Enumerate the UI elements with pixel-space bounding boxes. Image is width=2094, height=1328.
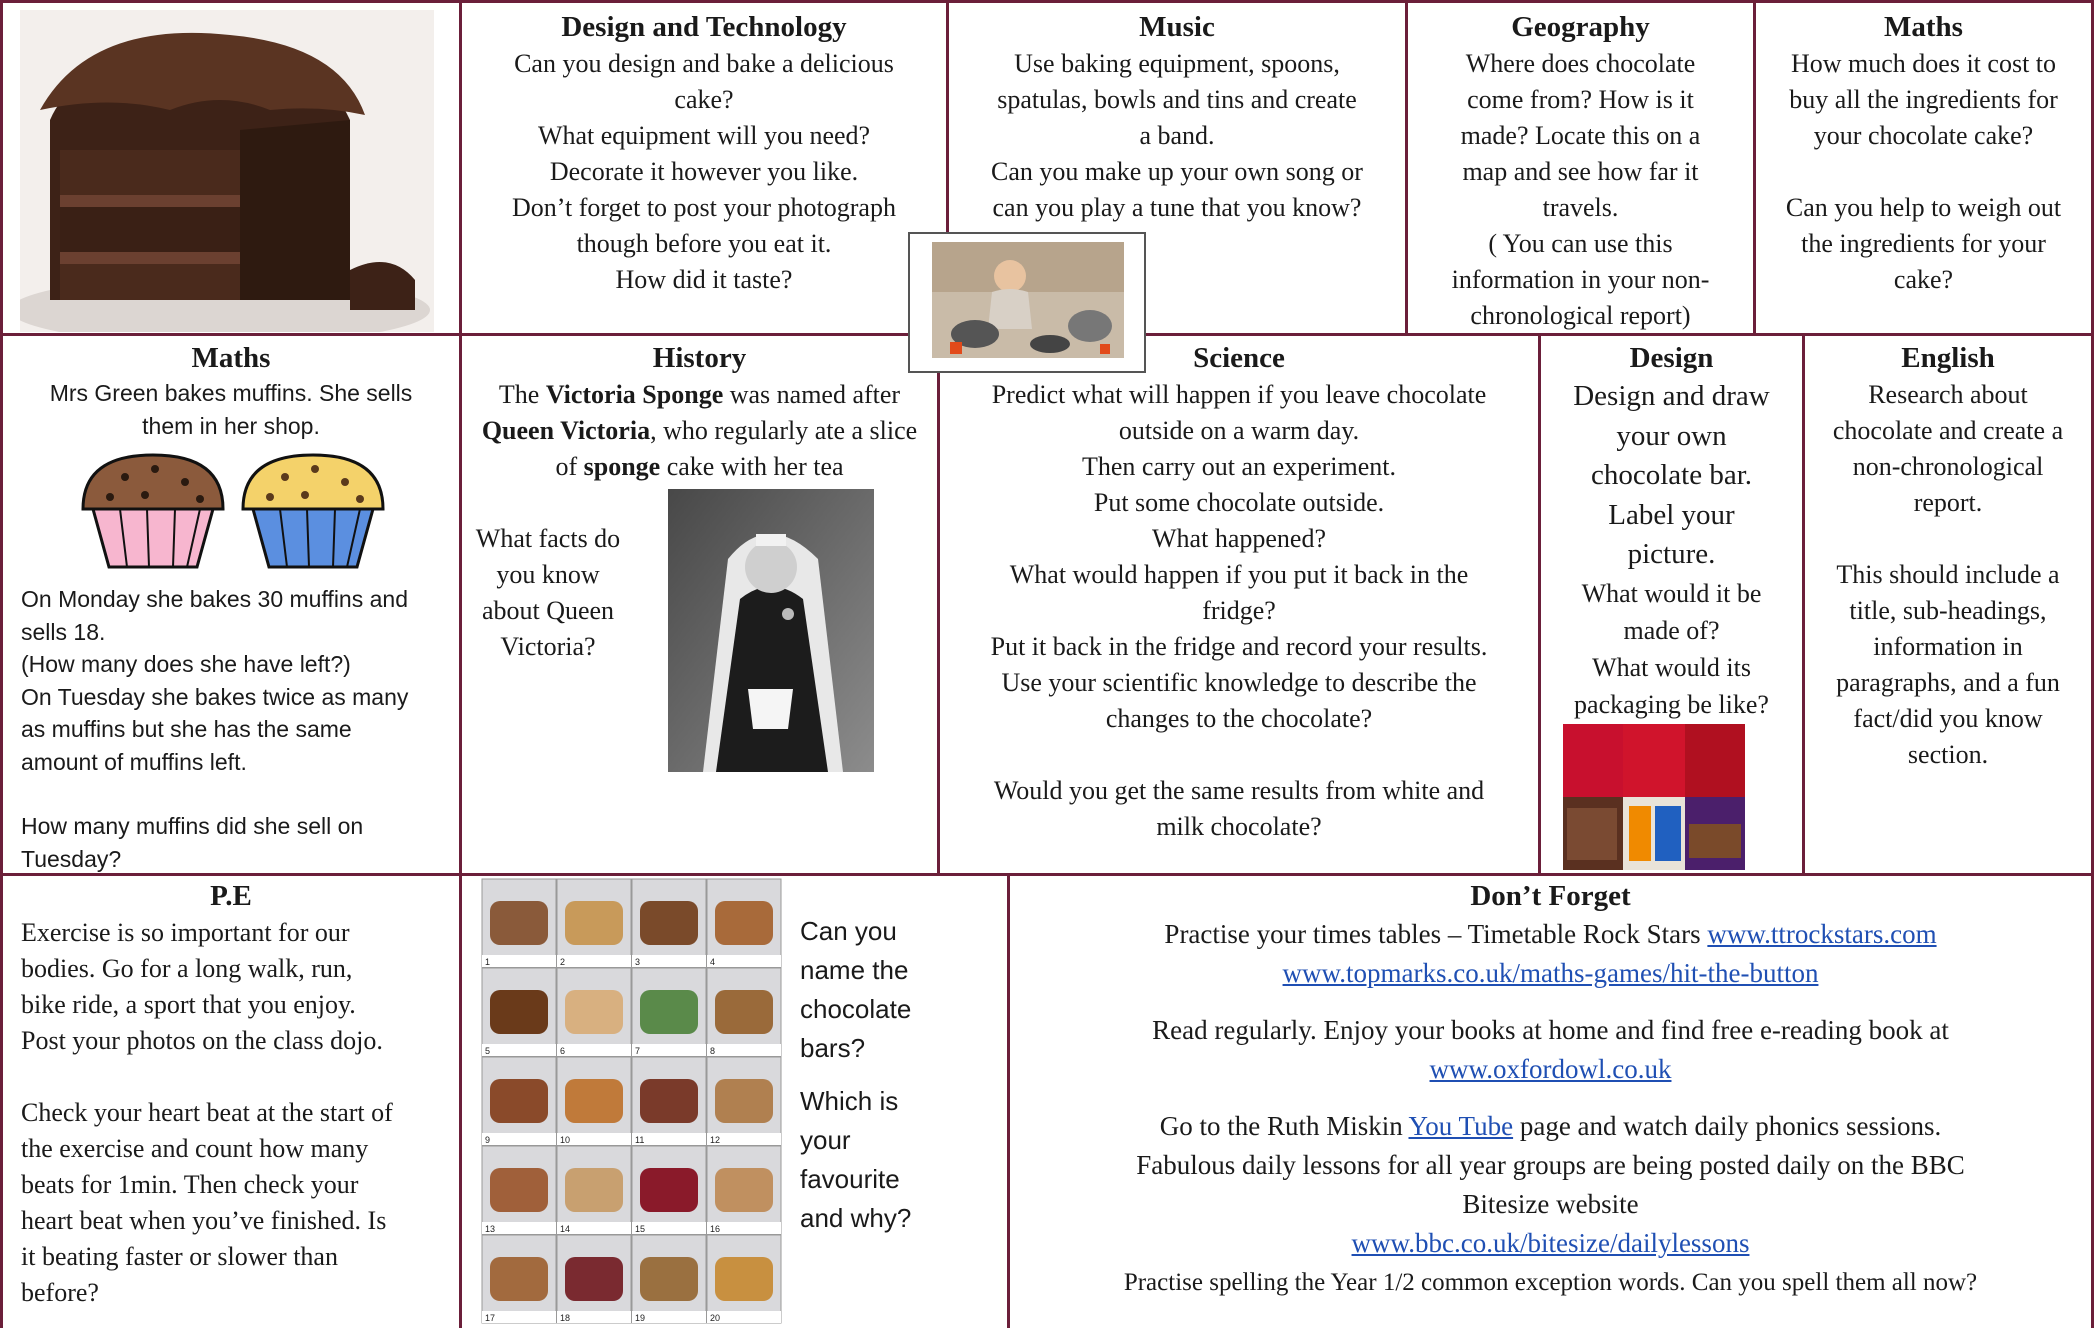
- bold-victoria-sponge: Victoria Sponge: [545, 380, 724, 409]
- text-line: milk chocolate?: [1156, 812, 1322, 841]
- pe-cell: [3, 877, 459, 1328]
- text-line: your own: [1616, 419, 1727, 452]
- text-line: Use your scientific knowledge to describe the: [1001, 668, 1477, 697]
- text-line: What would happen if you put it back in the: [1009, 560, 1469, 589]
- text-line: [1805, 521, 2091, 557]
- text-line: fridge?: [1202, 596, 1276, 625]
- text-line: bike ride, a sport that you enjoy.: [21, 990, 356, 1019]
- text-line: title, sub-headings,: [1849, 596, 2047, 625]
- favourite-question: [800, 1082, 1000, 1238]
- text-line: beats for 1min. Then check your: [21, 1170, 359, 1199]
- oxfordowl-link[interactable]: www.oxfordowl.co.uk: [1429, 1054, 1672, 1084]
- chocolate-bar-sample: [565, 1079, 623, 1123]
- chocolate-bar-sample: [640, 1168, 698, 1212]
- text-line: On Monday she bakes 30 muffins and: [21, 586, 408, 612]
- chocolate-bar-sample: [490, 1257, 548, 1301]
- text-line: it beating faster or slower than: [21, 1242, 338, 1271]
- science-title: Science: [1193, 342, 1285, 374]
- english-title: English: [1901, 342, 1995, 374]
- text-line: Can you make up your own song or: [991, 157, 1363, 186]
- text-line: What would it be: [1581, 578, 1762, 608]
- bars-question-cell: [800, 912, 1000, 1242]
- text-line: the ingredients for your: [1801, 229, 2046, 258]
- text-line: ( You can use this: [1488, 229, 1673, 258]
- text-line: chocolate: [800, 994, 912, 1024]
- maths-muffins-title: Maths: [191, 342, 271, 374]
- text-line: [1756, 154, 2091, 190]
- chocolate-bar-wrappers-collage: [1563, 724, 1745, 870]
- chocolate-bar-sample: [565, 1168, 623, 1212]
- text-line: Research about: [1868, 380, 2028, 409]
- text-line: Don’t forget to post your photograph: [512, 193, 896, 222]
- bar-number-label: 11: [635, 1135, 645, 1145]
- text-line: about Queen: [481, 596, 615, 625]
- bold-queen-victoria: Queen Victoria: [481, 416, 651, 445]
- text-line: Exercise is so important for our: [21, 918, 350, 947]
- text-line: Can you help to weigh out: [1785, 193, 2062, 222]
- maths-muffins-intro: [3, 377, 459, 443]
- chocolate-bar-sample: [640, 901, 698, 945]
- bar-number-strip: [632, 1044, 706, 1056]
- chocolate-bars-cross-section-grid: [480, 877, 784, 1327]
- design-small-text: [1541, 575, 1802, 723]
- chocolate-bar-sample: [715, 1079, 773, 1123]
- text-line: non-chronological: [1852, 452, 2044, 481]
- bar-number-label: 1: [485, 957, 491, 967]
- text-line: heart beat when you’ve finished. Is: [21, 1206, 387, 1235]
- bar-number-label: 4: [710, 957, 716, 967]
- history-title: History: [652, 342, 747, 374]
- text-line: amount of muffins left.: [21, 748, 247, 775]
- spelling-line: [1010, 1263, 2091, 1302]
- text-line: paragraphs, and a fun: [1836, 668, 2060, 697]
- topmarks-link[interactable]: www.topmarks.co.uk/maths-games/hit-the-button: [1282, 958, 1819, 988]
- maths-muffins-cell: [3, 339, 459, 873]
- bar-number-label: 20: [710, 1313, 721, 1323]
- text-line: [940, 737, 1538, 773]
- muffins-illustration: [75, 447, 385, 572]
- text-line: buy all the ingredients for: [1789, 85, 2058, 114]
- text-line: On Tuesday she bakes twice as many: [21, 683, 409, 710]
- chocolate-bar-sample: [640, 1079, 698, 1123]
- chocolate-cake-photo: [20, 10, 434, 332]
- text-line: them in her shop.: [142, 413, 320, 439]
- chocolate-bar-sample: [640, 1257, 698, 1301]
- pe-title: P.E: [210, 880, 252, 912]
- text-line: Design and draw: [1573, 380, 1770, 412]
- text-line: Then carry out an experiment.: [1081, 452, 1397, 481]
- chocolate-bar-sample: [490, 901, 548, 945]
- design-technology-text: [462, 46, 946, 298]
- text-line: Decorate it however you like.: [549, 157, 859, 186]
- text-line: though before you eat it.: [576, 229, 832, 258]
- bitesize-link-line: [1010, 1224, 2091, 1263]
- text-line: chocolate bar.: [1590, 459, 1753, 491]
- bold-sponge: sponge: [583, 452, 661, 481]
- text-line: Use baking equipment, spoons,: [1014, 49, 1340, 78]
- geography-title: Geography: [1511, 11, 1650, 43]
- bar-number-label: 19: [635, 1313, 646, 1323]
- bar-number-label: 7: [635, 1046, 641, 1056]
- text-line: Tuesday?: [21, 845, 122, 872]
- bar-number-strip: [707, 1044, 781, 1056]
- bar-number-strip: [557, 955, 631, 967]
- row3-divider-1: [459, 875, 462, 1328]
- text-line: What facts do: [475, 524, 621, 553]
- english-text: [1805, 377, 2091, 773]
- english-cell: [1805, 339, 2091, 873]
- text-line: Can you design and bake a delicious: [514, 49, 894, 78]
- text-line: report.: [1913, 488, 1983, 517]
- text-line: Can you: [800, 916, 897, 946]
- geography-cell: [1408, 8, 1753, 333]
- text-line: What happened?: [1152, 524, 1326, 553]
- text-line: Predict what will happen if you leave chocolate: [991, 380, 1487, 409]
- chocolate-bar-sample: [715, 1168, 773, 1212]
- text-line: This should include a: [1836, 560, 2060, 589]
- text-line: Label your: [1608, 498, 1735, 531]
- text-line: How much does it cost to: [1790, 49, 2057, 78]
- text-line: section.: [1907, 740, 1989, 769]
- chocolate-bar-sample: [565, 1257, 623, 1301]
- text-line: cake?: [674, 85, 734, 114]
- hit-the-button-line: [1010, 954, 2091, 993]
- text-line: your chocolate cake?: [1813, 121, 2034, 150]
- bar-number-label: 6: [560, 1046, 566, 1056]
- text-line: your: [800, 1125, 851, 1155]
- chocolate-bar-sample: [715, 1257, 773, 1301]
- text-span: Fabulous daily lessons for all year groups are being posted daily on the BBC: [1136, 1150, 1965, 1180]
- chocolate-bar-sample: [490, 1079, 548, 1123]
- blueberry-muffin-icon: [243, 455, 383, 567]
- text-line: Put some chocolate outside.: [1093, 488, 1385, 517]
- text-line: information in: [1873, 632, 2023, 661]
- maths-top-title: Maths: [1884, 11, 1963, 43]
- bar-number-strip: [482, 955, 556, 967]
- bar-number-label: 5: [485, 1046, 491, 1056]
- bar-number-label: 13: [485, 1224, 496, 1234]
- text-line: favourite: [800, 1164, 900, 1194]
- bar-number-strip: [482, 1133, 556, 1145]
- name-bars-question: [800, 912, 1000, 1068]
- text-span: page and watch daily phonics sessions.: [1513, 1111, 1942, 1141]
- text-line: information in your non-: [1451, 265, 1710, 294]
- geography-text: [1408, 46, 1753, 333]
- reading-line: [1010, 1011, 2091, 1050]
- text-line: Where does chocolate: [1465, 49, 1696, 78]
- text-line: Would you get the same results from white and: [993, 776, 1485, 805]
- oxfordowl-line: [1010, 1050, 2091, 1089]
- text-span: cake with her tea: [660, 452, 844, 481]
- text-line: sells 18.: [21, 618, 106, 645]
- text-line: name the: [800, 955, 909, 985]
- text-span: Read regularly. Enjoy your books at home and find free e-reading book at: [1152, 1015, 1949, 1045]
- maths-top-text: [1756, 46, 2091, 298]
- chocolate-bar-sample: [640, 990, 698, 1034]
- text-line: cake?: [1893, 265, 1954, 294]
- text-line: What would its: [1592, 652, 1751, 682]
- text-line: a band.: [1139, 121, 1215, 150]
- text-line: changes to the chocolate?: [1105, 704, 1373, 733]
- design-technology-cell: [462, 8, 946, 333]
- bitesize-line: [1010, 1185, 2091, 1224]
- chocolate-bar-sample: [715, 990, 773, 1034]
- text-line: fact/did you know: [1853, 704, 2043, 733]
- bar-number-label: 9: [485, 1135, 491, 1145]
- bar-number-label: 8: [710, 1046, 716, 1056]
- text-line: outside on a warm day.: [1118, 416, 1360, 445]
- bbc-line: [1010, 1146, 2091, 1185]
- science-cell: [940, 339, 1538, 873]
- times-tables-line: [1010, 915, 2091, 954]
- text-span: Bitesize website: [1462, 1189, 1639, 1219]
- text-line: you know: [496, 560, 600, 589]
- text-line: spatulas, bowls and tins and create: [997, 85, 1357, 114]
- ttrockstars-link[interactable]: www.ttrockstars.com: [1707, 919, 1937, 949]
- text-line: (How many does she have left?): [21, 651, 351, 677]
- chocolate-bar-sample: [490, 990, 548, 1034]
- bar-number-label: 12: [710, 1135, 721, 1145]
- text-line: can you play a tune that you know?: [992, 193, 1362, 222]
- text-line: Mrs Green bakes muffins. She sells: [49, 380, 413, 406]
- text-line: [21, 778, 451, 810]
- design-cell: [1541, 339, 1802, 873]
- bar-number-label: 18: [560, 1313, 571, 1323]
- text-span: Go to the Ruth Miskin: [1159, 1111, 1409, 1141]
- bar-number-label: 10: [560, 1135, 571, 1145]
- text-line: packaging be like?: [1574, 689, 1769, 719]
- history-cell: [462, 339, 937, 873]
- music-text: [949, 46, 1405, 226]
- bar-number-label: 3: [635, 957, 641, 967]
- chocolate-bar-sample: [565, 901, 623, 945]
- text-line: the exercise and count how many: [21, 1134, 369, 1163]
- text-line: and why?: [800, 1203, 912, 1233]
- bar-number-label: 16: [710, 1224, 721, 1234]
- top-border: [0, 0, 2094, 3]
- text-span: Practise spelling the Year 1/2 common exception words. Can you spell them all now?: [1123, 1269, 1978, 1296]
- text-line: Which is: [800, 1086, 899, 1116]
- text-line: made of?: [1623, 615, 1720, 645]
- text-span: was named after: [723, 380, 901, 409]
- queen-victoria-portrait: [668, 489, 874, 772]
- phonics-line: [1010, 1107, 2091, 1146]
- bar-number-label: 2: [560, 957, 566, 967]
- design-big-text: [1541, 377, 1802, 575]
- design-technology-title: Design and Technology: [561, 11, 847, 43]
- history-text: [462, 377, 937, 485]
- row2-bottom-rule: [0, 873, 2094, 876]
- science-text: [940, 377, 1538, 845]
- text-span: Practise your times tables – Timetable Rock Stars: [1164, 919, 1708, 949]
- bar-number-strip: [557, 1044, 631, 1056]
- maths-top-cell: [1756, 8, 2091, 333]
- text-line: map and see how far it: [1462, 157, 1699, 186]
- text-line: bodies. Go for a long walk, run,: [21, 954, 353, 983]
- text-line: How many muffins did she sell on: [21, 813, 364, 839]
- bar-number-strip: [707, 955, 781, 967]
- music-title: Music: [1139, 11, 1215, 43]
- chocolate-bar-sample: [715, 901, 773, 945]
- pe-text: [3, 915, 459, 1311]
- bar-number-label: 17: [485, 1313, 496, 1323]
- chocolate-muffin-icon: [83, 455, 223, 567]
- text-span: , who regularly ate a slice of: [555, 416, 918, 481]
- youtube-link[interactable]: You Tube: [1408, 1111, 1514, 1141]
- text-span: The: [498, 380, 546, 409]
- text-line: Post your photos on the class dojo.: [21, 1026, 383, 1055]
- bar-number-label: 15: [635, 1224, 646, 1234]
- bar-number-strip: [482, 1044, 556, 1056]
- text-line: [21, 1059, 459, 1095]
- maths-muffins-problem: [21, 583, 451, 873]
- text-line: travels.: [1542, 193, 1619, 222]
- dont-forget-cell: [1010, 877, 2091, 1328]
- chocolate-bar-sample: [490, 1168, 548, 1212]
- design-title: Design: [1629, 342, 1714, 374]
- text-line: chocolate and create a: [1832, 416, 2064, 445]
- text-line: made? Locate this on a: [1460, 121, 1701, 150]
- bbc-bitesize-link[interactable]: www.bbc.co.uk/bitesize/dailylessons: [1351, 1228, 1750, 1258]
- text-line: come from? How is it: [1467, 85, 1694, 114]
- text-line: bars?: [800, 1033, 866, 1063]
- text-line: before?: [21, 1278, 99, 1307]
- text-line: Victoria?: [500, 632, 596, 661]
- text-line: picture.: [1627, 538, 1716, 570]
- text-line: chronological report): [1470, 301, 1691, 330]
- text-line: Check your heart beat at the start of: [21, 1098, 393, 1127]
- history-question: [472, 521, 624, 665]
- text-line: How did it taste?: [615, 265, 793, 294]
- bar-number-label: 14: [560, 1224, 571, 1234]
- text-line: as muffins but she has the same: [21, 716, 352, 742]
- chocolate-bar-sample: [565, 990, 623, 1034]
- bar-number-strip: [632, 955, 706, 967]
- dont-forget-title: Don’t Forget: [1470, 880, 1631, 912]
- text-line: Put it back in the fridge and record your results.: [990, 632, 1488, 661]
- text-line: What equipment will you need?: [537, 121, 871, 150]
